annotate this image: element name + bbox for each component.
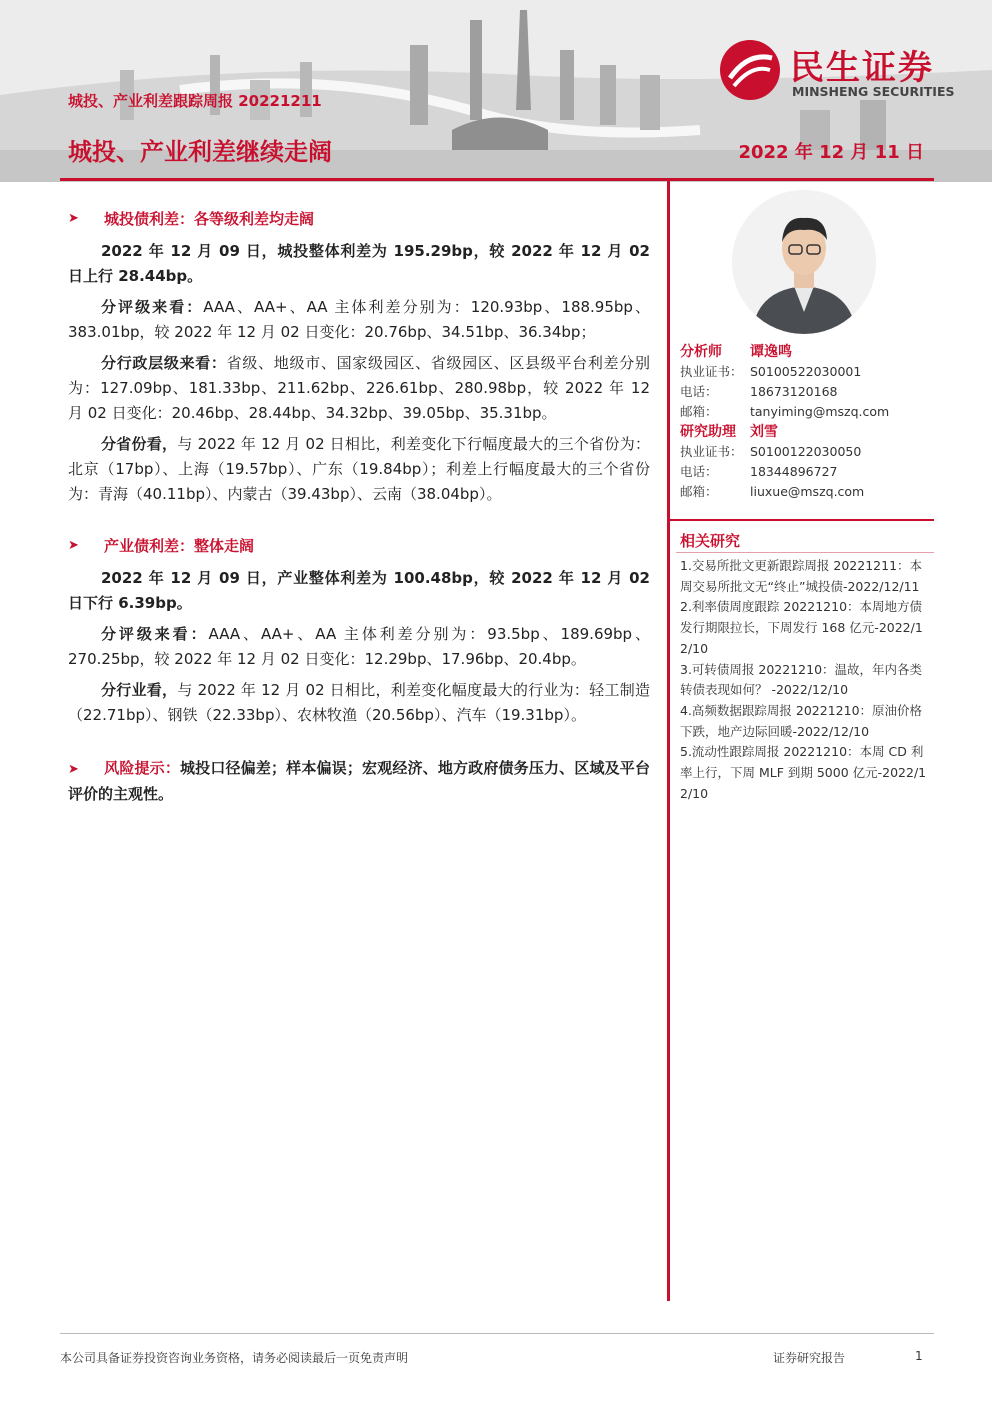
related-research-item[interactable]: 1.交易所批文更新跟踪周报 20221211：本周交易所批文无“终止”城投债-2022/12/11 bbox=[680, 558, 923, 594]
email-address[interactable]: liuxue@mszq.com bbox=[750, 484, 865, 499]
section-title-text: 产业债利差：整体走阔 bbox=[104, 537, 255, 555]
paragraph-lead: 分评级来看： bbox=[101, 298, 204, 316]
sidebar-divider bbox=[670, 519, 934, 521]
paragraph bbox=[68, 295, 650, 345]
paragraph-text: 与 2022 年 12 月 02 日相比，利差变化下行幅度最大的三个省份为：北京（17bp）、上海（19.57bp）、广东（19.84bp）；利差上行幅度最大的三个省份为：青海（40.11bp）、内蒙古（39.43bp）、云南（38.04bp）。 bbox=[68, 435, 650, 503]
paragraph-lead: 分评级来看： bbox=[101, 625, 209, 643]
phone-label: 电话： bbox=[680, 464, 718, 479]
related-research-item[interactable]: 5.流动性跟踪周报 20221210：本周 CD 利率上行，下周 MLF 到期 5000 亿元-2022/12/10 bbox=[680, 744, 927, 801]
related-research-title: 相关研究 bbox=[680, 532, 741, 550]
analyst-role: 研究助理 bbox=[680, 424, 736, 440]
related-research-item[interactable]: 2.利率债周度跟踪 20221210：本周地方债发行期限拉长，下周发行 168 亿元-2022/12/10 bbox=[680, 599, 923, 656]
analyst-name: 谭逸鸣 bbox=[750, 344, 792, 360]
report-series-title: 城投、产业利差跟踪周报 20221211 bbox=[68, 92, 322, 110]
paragraph-lead: 分省份看， bbox=[101, 435, 178, 453]
paragraph bbox=[68, 678, 650, 728]
analyst-info bbox=[680, 342, 934, 502]
main-content bbox=[68, 208, 650, 813]
analyst-photo bbox=[732, 190, 876, 334]
section-title-text: 城投债利差：各等级利差均走阔 bbox=[104, 210, 315, 228]
paragraph-text: 与 2022 年 12 月 02 日相比，利差变化幅度最大的行业为：轻工制造（22.71bp）、钢铁（22.33bp）、农林牧渔（20.56bp）、汽车（19.31bp）。 bbox=[68, 681, 650, 724]
related-research-item[interactable]: 3.可转债周报 20221210：温故，年内各类转债表现如何？ -2022/12/10 bbox=[680, 661, 923, 698]
column-divider bbox=[667, 181, 670, 1301]
paragraph bbox=[68, 432, 650, 507]
paragraph-text: AAA、AA+、AA 主体利差分别为：93.5bp、189.69bp、270.25bp，较 2022 年 12 月 02 日变化：12.29bp、17.96bp、20.4bp。 bbox=[68, 625, 650, 668]
footer-doc-type: 证券研究报告 bbox=[773, 1351, 846, 1365]
company-logo bbox=[718, 36, 968, 106]
page-number: 1 bbox=[915, 1349, 923, 1363]
summary-paragraph: 2022 年 12 月 09 日，城投整体利差为 195.29bp，较 2022 年 12 月 02 日上行 28.44bp。 bbox=[68, 242, 650, 285]
phone-number: 18673120168 bbox=[750, 384, 838, 399]
section-title bbox=[68, 535, 650, 556]
section-title bbox=[68, 208, 650, 229]
related-research-list bbox=[680, 556, 930, 804]
chevron-right-icon: ➤ bbox=[68, 762, 79, 777]
person-icon bbox=[732, 190, 876, 334]
paragraph bbox=[68, 622, 650, 672]
paragraph-lead: 分行政层级来看： bbox=[101, 354, 227, 372]
risk-lead: 风险提示： bbox=[104, 759, 180, 777]
cert-number: S0100522030001 bbox=[750, 364, 862, 379]
logo-english-name: MINSHENG SECURITIES bbox=[792, 84, 955, 99]
report-title: 城投、产业利差继续走阔 bbox=[68, 138, 332, 166]
risk-warning bbox=[68, 756, 650, 807]
cert-number: S0100122030050 bbox=[750, 444, 862, 459]
paragraph-lead: 分行业看， bbox=[101, 681, 178, 699]
phone-number: 18344896727 bbox=[750, 464, 838, 479]
chevron-right-icon: ➤ bbox=[68, 538, 79, 553]
paragraph-text: 省级、地级市、国家级园区、省级园区、区县级平台利差分别为：127.09bp、181.33bp、211.62bp、226.61bp、280.98bp，较 2022 年 12 月 02 日变化：20.46bp、28.44bp、34.32bp、39.05bp、35.31bp。 bbox=[68, 354, 650, 422]
paragraph-text: AAA、AA+、AA 主体利差分别为：120.93bp、188.95bp、383.01bp，较 2022 年 12 月 02 日变化：20.76bp、34.51bp、36.34bp； bbox=[68, 298, 650, 341]
paragraph bbox=[68, 351, 650, 426]
report-header bbox=[0, 0, 992, 182]
analyst-role: 分析师 bbox=[680, 344, 722, 360]
chevron-right-icon: ➤ bbox=[68, 211, 79, 226]
analyst-name: 刘雪 bbox=[750, 424, 778, 440]
footer-divider bbox=[60, 1333, 934, 1334]
summary-paragraph: 2022 年 12 月 09 日，产业整体利差为 100.48bp，较 2022 年 12 月 02 日下行 6.39bp。 bbox=[68, 569, 650, 612]
risk-text: 城投口径偏差；样本偏误；宏观经济、地方政府债务压力、区域及平台评价的主观性。 bbox=[68, 759, 650, 803]
email-label: 邮箱： bbox=[680, 484, 718, 499]
email-address[interactable]: tanyiming@mszq.com bbox=[750, 404, 890, 419]
phone-label: 电话： bbox=[680, 384, 718, 399]
footer-disclaimer: 本公司具备证券投资咨询业务资格，请务必阅读最后一页免责声明 bbox=[60, 1351, 409, 1365]
cert-label: 执业证书： bbox=[680, 444, 743, 459]
cert-label: 执业证书： bbox=[680, 364, 743, 379]
logo-chinese-name: 民生证券 bbox=[790, 48, 934, 88]
related-research-item[interactable]: 4.高频数据跟踪周报 20221210：原油价格下跌，地产边际回暖-2022/12/10 bbox=[680, 702, 923, 739]
email-label: 邮箱： bbox=[680, 404, 718, 419]
logo-emblem-icon bbox=[718, 38, 782, 102]
report-date: 2022 年 12 月 11 日 bbox=[738, 142, 924, 163]
related-research-underline bbox=[676, 552, 934, 553]
header-divider bbox=[60, 178, 934, 181]
